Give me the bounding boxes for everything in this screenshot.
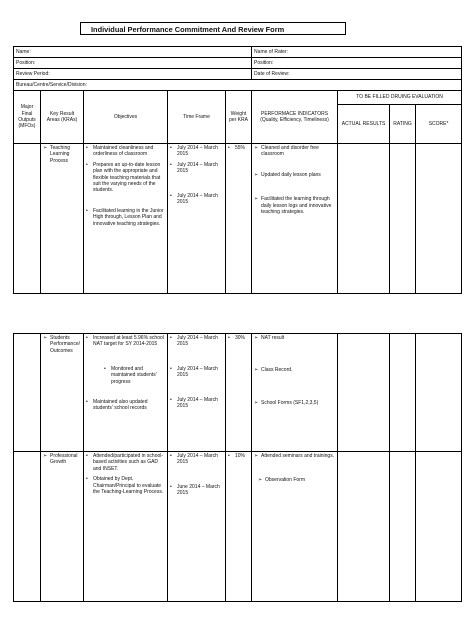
mfo-cell <box>14 452 41 602</box>
form-table-page1 <box>13 46 462 294</box>
bullet-icon: • <box>170 161 172 168</box>
objectives-header: Objectives <box>84 91 168 144</box>
timeframe-text: July 2014 – March 2015 <box>177 335 218 348</box>
bullet-icon: • <box>228 453 230 459</box>
arrow-bullet-icon: ➢ <box>254 335 259 341</box>
bullet-icon: • <box>86 399 88 406</box>
bullet-icon: • <box>86 145 88 151</box>
objective-text: Attended/participated in school-based activities such as GAD and INSET. <box>93 453 164 472</box>
arrow-bullet-icon: ➢ <box>254 399 259 406</box>
bullet-icon: • <box>86 335 88 341</box>
indicator-text: School Forms (SF1,2,3,5) <box>261 399 319 406</box>
timeframe-text: June 2014 – March 2015 <box>177 483 220 497</box>
indicators-cell <box>252 144 338 294</box>
arrow-bullet-icon: ➢ <box>258 477 263 484</box>
rating-cell <box>390 144 416 294</box>
objective-text: Monitored and maintained students' progress <box>111 365 157 385</box>
indicators-header: PERFORMACE INDICATORS (Quality, Efficiency, Timeliness) <box>252 91 338 144</box>
bullet-icon: • <box>228 145 230 151</box>
weight-cell <box>226 452 252 602</box>
actual-results-cell <box>338 334 390 452</box>
objective-text: Increased at least 5.96% school NAT target for SY 2014-2015 <box>93 335 164 348</box>
arrow-bullet-icon: ➢ <box>254 196 259 203</box>
weight-cell <box>226 334 252 452</box>
indicator-text: Cleaned and disorder free classroom <box>261 145 319 158</box>
bullet-icon: • <box>170 145 172 151</box>
actual-results-header: ACTUAL RESULTS <box>338 105 390 144</box>
score-cell <box>416 144 462 294</box>
rating-cell <box>390 452 416 602</box>
bullet-icon: • <box>170 396 172 403</box>
timeframe-text: July 2014 – March 2015 <box>177 453 218 466</box>
indicators-cell <box>252 334 338 452</box>
mfo-cell <box>14 144 41 294</box>
objectives-cell <box>84 144 168 294</box>
score-cell <box>416 452 462 602</box>
evaluation-header: TO BE FILLED DRUING EVALUATION <box>338 91 462 105</box>
kra-text: Teaching Learning Process <box>50 145 71 164</box>
bullet-icon: • <box>104 365 106 372</box>
rating-header: RATING <box>390 105 416 144</box>
weight-header: Weight per KRA <box>226 91 252 144</box>
score-header: SCORE* <box>416 105 462 144</box>
bullet-icon: • <box>170 365 172 372</box>
indicator-text: Updated daily lesson plans <box>261 171 321 178</box>
objective-text: Maintained cleanliness and orderliness of classroom <box>93 145 154 158</box>
objectives-cell <box>84 334 168 452</box>
weight-text: 55% <box>235 145 246 151</box>
objective-text: Obtained by Dept. Chairman/Principal to evaluate the Teaching-Learning Process. <box>93 476 164 496</box>
arrow-bullet-icon: ➢ <box>254 453 259 459</box>
indicator-text: Observation Form <box>265 477 306 484</box>
kra-cell <box>41 452 84 602</box>
bullet-icon: • <box>86 453 88 459</box>
rater-position-label: Position: <box>252 58 462 69</box>
timeframe-cell <box>168 334 226 452</box>
timeframe-text: July 2014 – March 2015 <box>177 365 218 379</box>
kra-text: Professional Growth <box>50 453 78 466</box>
bullet-icon: • <box>170 335 172 341</box>
arrow-bullet-icon: ➢ <box>43 453 48 459</box>
weight-cell <box>226 144 252 294</box>
arrow-bullet-icon: ➢ <box>254 367 259 374</box>
objective-text: Maintained also updated students' school records <box>93 399 148 412</box>
actual-results-cell <box>338 452 390 602</box>
weight-text: 30% <box>235 335 246 341</box>
position-label: Position: <box>14 58 252 69</box>
arrow-bullet-icon: ➢ <box>43 145 48 151</box>
kra-text: Students Performance/ Outcomes <box>50 335 81 354</box>
kra-cell <box>41 144 84 294</box>
timeframe-header: Time Frame <box>168 91 226 144</box>
form-table-page2 <box>13 333 462 602</box>
mfo-header: Major Final Outputs (MFOs) <box>14 91 41 144</box>
bullet-icon: • <box>86 207 88 214</box>
kra-cell <box>41 334 84 452</box>
arrow-bullet-icon: ➢ <box>254 171 259 178</box>
date-of-review-label: Date of Review: <box>252 69 462 80</box>
timeframe-cell <box>168 144 226 294</box>
kra-header: Key Result Areas (KRAs) <box>41 91 84 144</box>
actual-results-cell <box>338 144 390 294</box>
objective-text: Facilitated learning in the Junior High through, Lesson Plan and innovative teaching strategies. <box>93 207 164 227</box>
timeframe-text: July 2014 – March 2015 <box>177 396 218 410</box>
mfo-cell <box>14 334 41 452</box>
timeframe-text: July 2014 – March 2015 <box>177 145 218 158</box>
indicator-text: Class Record. <box>261 367 293 374</box>
rater-name-label: Name of Rater: <box>252 47 462 58</box>
bureau-label: Bureau/Centre/Service/Division: <box>14 80 462 91</box>
timeframe-text: July 2014 – March 2015 <box>177 192 218 206</box>
bullet-icon: • <box>86 161 88 168</box>
arrow-bullet-icon: ➢ <box>254 145 259 151</box>
weight-text: 10% <box>235 453 246 459</box>
rating-cell <box>390 334 416 452</box>
score-cell <box>416 334 462 452</box>
indicator-text: Attended seminars and trainings. <box>261 453 335 459</box>
timeframe-text: July 2014 – March 2015 <box>177 161 218 175</box>
name-label: Name: <box>14 47 252 58</box>
timeframe-cell <box>168 452 226 602</box>
objective-text: Prepares an up-to-date lesson plan with the appropriate and flexible teaching materials that suit the varying needs of the students. <box>93 161 161 194</box>
indicator-text: NAT result <box>261 335 285 341</box>
indicators-cell <box>252 452 338 602</box>
bullet-icon: • <box>86 476 88 483</box>
bullet-icon: • <box>228 335 230 341</box>
arrow-bullet-icon: ➢ <box>43 335 48 341</box>
form-title: Individual Performance Commitment And Review Form <box>80 22 346 35</box>
bullet-icon: • <box>170 483 172 490</box>
review-period-label: Review Period: <box>14 69 252 80</box>
bullet-icon: • <box>170 453 172 459</box>
objectives-cell <box>84 452 168 602</box>
bullet-icon: • <box>170 192 172 199</box>
indicator-text: Facilitated the learning through daily lesson logs and innovative teaching strategies. <box>261 196 332 216</box>
